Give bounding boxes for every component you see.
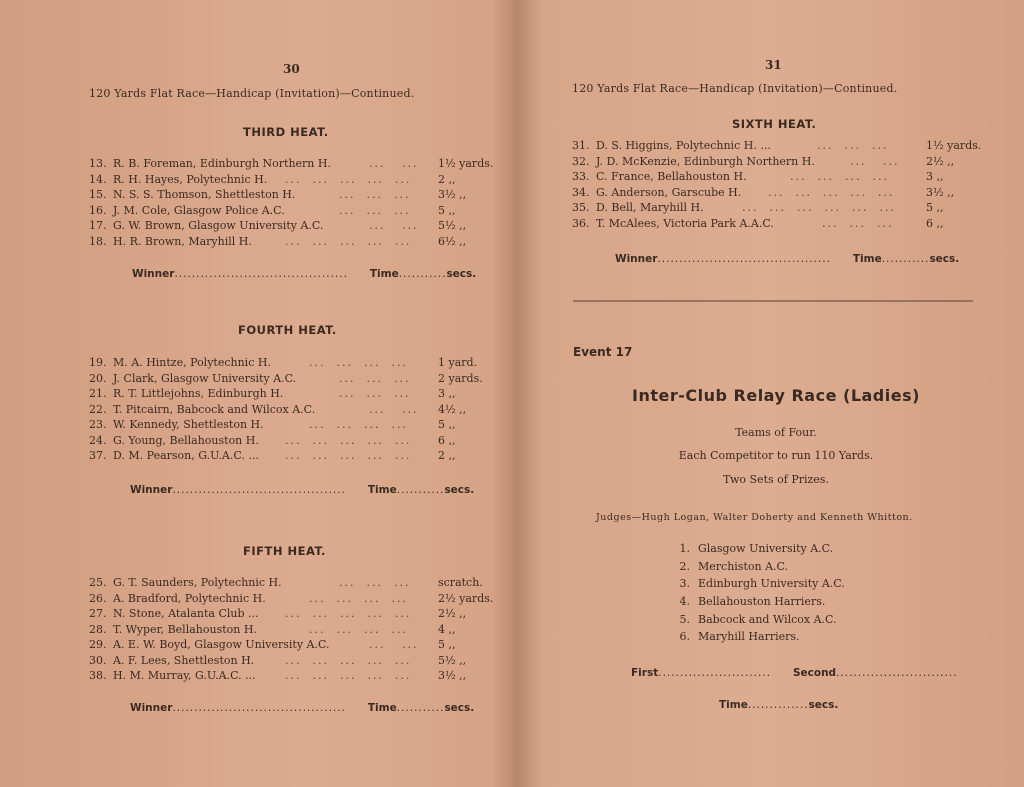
- entry-name: H. R. Brown, Maryhill H.: [113, 234, 252, 248]
- club-item: [668, 540, 928, 558]
- entry-row: 21. R. T. Littlejohns, Edinburgh H. ... ... ... 3 ,,: [89, 387, 456, 400]
- page-number: 31: [765, 58, 782, 72]
- entry-handicap: 3 ,,: [926, 170, 944, 183]
- entry-name: J. Clark, Glasgow University A.C.: [113, 371, 297, 385]
- winner-label: Winner: [132, 268, 175, 280]
- entry-number: 33.: [572, 170, 590, 183]
- entry-name: R. H. Hayes, Polytechnic H.: [113, 172, 268, 186]
- entry-row: 22. T. Pitcairn, Babcock and Wilcox A.C. ... ... 4½ ,,: [89, 402, 467, 416]
- heat-entry-list: [572, 138, 1012, 231]
- page-31: [528, 0, 1024, 787]
- entry-handicap: 2 yards.: [438, 371, 483, 385]
- entry-row: 31. D. S. Higgins, Polytechnic H. ... ... ... ... 1½ yards.: [572, 139, 982, 152]
- club-name: Maryhill Harriers.: [698, 630, 800, 644]
- entry-name: W. Kennedy, Shettleston H.: [113, 418, 264, 431]
- entry-handicap: 3½ ,,: [438, 188, 467, 201]
- entry-handicap: scratch.: [438, 576, 483, 589]
- entry-row: 35. D. Bell, Maryhill H. ... ... ... ... ... ... 5 ,,: [572, 201, 944, 214]
- entry-handicap: 1½ yards.: [438, 157, 494, 170]
- secs-label: secs.: [446, 268, 477, 280]
- club-item: [668, 558, 928, 576]
- entry-number: 28.: [89, 622, 107, 636]
- entry-handicap: 6 ,,: [438, 433, 456, 447]
- entry-number: 21.: [89, 387, 107, 400]
- heat-title: SIXTH HEAT.: [732, 117, 817, 131]
- entry-row: 15. N. S. S. Thomson, Shettleston H. ... ... ... 3½ ,,: [89, 188, 467, 201]
- club-name: Bellahouston Harriers.: [698, 595, 826, 609]
- page-number: 30: [283, 62, 300, 76]
- entry-handicap: 3½ ,,: [926, 185, 955, 199]
- entry-name: T. McAlees, Victoria Park A.A.C.: [596, 216, 774, 230]
- entry-name: N. Stone, Atalanta Club ...: [113, 607, 259, 620]
- entry-row: 24. G. Young, Bellahouston H. ... ... ... ... ... 6 ,,: [89, 433, 456, 447]
- entry-row: 28. T. Wyper, Bellahouston H. ... ... ... ... 4 ,,: [89, 622, 456, 636]
- heat-entry-list: [89, 156, 509, 249]
- entry-handicap: 2½ yards.: [438, 591, 494, 605]
- club-name: Edinburgh University A.C.: [698, 577, 845, 591]
- time-label: Time: [719, 699, 748, 711]
- entry-row: 19. M. A. Hintze, Polytechnic H. ... ... ... ... 1 yard.: [89, 356, 478, 369]
- entry-number: 30.: [89, 653, 107, 667]
- club-number: 4.: [679, 595, 690, 609]
- entry-handicap: 6 ,,: [926, 216, 944, 230]
- club-number: 2.: [679, 559, 690, 573]
- club-item: [668, 593, 928, 611]
- event-detail-line: Teams of Four.: [735, 426, 817, 439]
- entry-handicap: 3 ,,: [438, 387, 456, 400]
- entry-name: M. A. Hintze, Polytechnic H.: [113, 356, 271, 369]
- running-head: 120 Yards Flat Race—Handicap (Invitation)—Continued.: [572, 82, 898, 95]
- heat-title: FOURTH HEAT.: [238, 323, 337, 337]
- first-second-line: First.......................... Second............................: [631, 667, 958, 679]
- entry-row: 36. T. McAlees, Victoria Park A.A.C. ... ... ... 6 ,,: [572, 216, 944, 230]
- entry-handicap: 2½ ,,: [438, 607, 467, 620]
- entry-number: 24.: [89, 433, 107, 447]
- entry-row: 25. G. T. Saunders, Polytechnic H. ... ... ... scratch.: [89, 576, 483, 589]
- entry-number: 15.: [89, 188, 107, 201]
- entry-row: 37. D. M. Pearson, G.U.A.C. ... ... ... ... ... ... 2 ,,: [89, 449, 456, 462]
- entry-handicap: 6½ ,,: [438, 234, 467, 248]
- entry-row: 38. H. M. Murray, G.U.A.C. ... ... ... ... ... ... 3½ ,,: [89, 669, 467, 682]
- entry-row: 34. G. Anderson, Garscube H. ... ... ... ... ... 3½ ,,: [572, 185, 955, 199]
- club-name: Merchiston A.C.: [698, 559, 789, 573]
- entry-number: 22.: [89, 402, 107, 416]
- club-name: Babcock and Wilcox A.C.: [698, 612, 837, 626]
- entry-handicap: 5½ ,,: [438, 653, 467, 667]
- winner-label: Winner: [130, 702, 173, 714]
- entry-number: 19.: [89, 356, 107, 369]
- entry-name: A. Bradford, Polytechnic H.: [113, 591, 266, 605]
- entry-name: D. M. Pearson, G.U.A.C. ...: [113, 449, 259, 462]
- time-label: Time: [367, 484, 397, 496]
- entry-number: 37.: [89, 449, 107, 462]
- entry-name: G. Anderson, Garscube H.: [596, 185, 742, 199]
- entry-row: 23. W. Kennedy, Shettleston H. ... ... ... ... 5 ,,: [89, 418, 456, 431]
- club-list: [668, 540, 928, 646]
- event-detail-line: Each Competitor to run 110 Yards.: [678, 449, 874, 462]
- secs-label: secs.: [929, 253, 960, 265]
- entry-handicap: 5½ ,,: [438, 219, 467, 232]
- entry-name: G. T. Saunders, Polytechnic H.: [113, 576, 282, 589]
- heat-title: THIRD HEAT.: [243, 125, 329, 139]
- entry-handicap: 5 ,,: [438, 418, 456, 431]
- entry-row: 33. C. France, Bellahouston H. ... ... ... ... 3 ,,: [572, 170, 944, 183]
- winner-time-line: Winner........................................ Time...........secs.: [615, 253, 960, 265]
- entry-name: A. E. W. Boyd, Glasgow University A.C.: [113, 638, 330, 651]
- winner-time-line: Winner........................................ Time...........secs.: [130, 702, 475, 714]
- entry-name: J. D. McKenzie, Edinburgh Northern H.: [596, 154, 815, 168]
- club-name: Glasgow University A.C.: [698, 542, 834, 555]
- winner-time-line: Winner........................................ Time...........secs.: [130, 484, 475, 496]
- winner-time-line: Winner........................................ Time...........secs.: [132, 268, 477, 280]
- entry-handicap: 3½ ,,: [438, 669, 467, 682]
- entry-number: 13.: [89, 157, 107, 170]
- time-label: Time: [369, 268, 399, 280]
- judges-line: Judges—Hugh Logan, Walter Doherty and Kenneth Whitton.: [596, 512, 913, 523]
- entry-number: 31.: [572, 139, 590, 152]
- entry-row: 26. A. Bradford, Polytechnic H. ... ... ... ... 2½ yards.: [89, 591, 494, 605]
- entry-number: 27.: [89, 607, 107, 620]
- entry-handicap: 1 yard.: [438, 356, 478, 369]
- entry-name: G. Young, Bellahouston H.: [113, 433, 259, 447]
- entry-handicap: 4 ,,: [438, 622, 456, 636]
- entry-name: H. M. Murray, G.U.A.C. ...: [113, 669, 256, 682]
- heat-title: FIFTH HEAT.: [243, 544, 326, 558]
- entry-handicap: 4½ ,,: [438, 402, 467, 416]
- entry-name: R. B. Foreman, Edinburgh Northern H.: [113, 157, 331, 170]
- time-label: Time: [852, 253, 882, 265]
- entry-handicap: 5 ,,: [926, 201, 944, 214]
- entry-handicap: 1½ yards.: [926, 139, 982, 152]
- heat-entry-list: [89, 355, 509, 464]
- winner-label: Winner: [130, 484, 173, 496]
- entry-row: 13. R. B. Foreman, Edinburgh Northern H. ... ... 1½ yards.: [89, 157, 494, 170]
- entry-name: A. F. Lees, Shettleston H.: [113, 653, 255, 667]
- event-detail-line: Two Sets of Prizes.: [723, 473, 829, 486]
- entry-handicap: 2½ ,,: [926, 154, 955, 168]
- club-number: 6.: [679, 630, 690, 644]
- entry-row: 14. R. H. Hayes, Polytechnic H. ... ... ... ... ... 2 ,,: [89, 172, 456, 186]
- entry-handicap: 2 ,,: [438, 172, 456, 186]
- entry-name: T. Wyper, Bellahouston H.: [113, 622, 257, 636]
- entry-handicap: 5 ,,: [438, 638, 456, 651]
- entry-number: 20.: [89, 371, 107, 385]
- entry-row: 18. H. R. Brown, Maryhill H. ... ... ... ... ... 6½ ,,: [89, 234, 467, 248]
- secs-label: secs.: [808, 699, 839, 711]
- entry-name: N. S. S. Thomson, Shettleston H.: [113, 188, 296, 201]
- entry-row: 32. J. D. McKenzie, Edinburgh Northern H. ... ... 2½ ,,: [572, 154, 955, 168]
- entry-name: G. W. Brown, Glasgow University A.C.: [113, 219, 324, 232]
- entry-number: 26.: [89, 591, 107, 605]
- entry-row: 30. A. F. Lees, Shettleston H. ... ... ... ... ... 5½ ,,: [89, 653, 467, 667]
- entry-row: 27. N. Stone, Atalanta Club ... ... ... ... ... ... 2½ ,,: [89, 607, 467, 620]
- entry-name: C. France, Bellahouston H.: [596, 170, 747, 183]
- time-label: Time: [367, 702, 397, 714]
- entry-number: 29.: [89, 638, 107, 651]
- entry-name: D. Bell, Maryhill H.: [596, 201, 704, 214]
- club-item: [668, 628, 928, 646]
- entry-name: D. S. Higgins, Polytechnic H. ...: [596, 139, 771, 152]
- club-number: 5.: [679, 612, 690, 626]
- entry-name: R. T. Littlejohns, Edinburgh H.: [113, 387, 284, 400]
- entry-name: T. Pitcairn, Babcock and Wilcox A.C.: [113, 402, 316, 416]
- first-label: First: [631, 667, 659, 679]
- entry-number: 14.: [89, 172, 107, 186]
- entry-number: 25.: [89, 576, 107, 589]
- entry-number: 35.: [572, 201, 590, 214]
- second-label: Second: [792, 667, 837, 679]
- secs-label: secs.: [444, 484, 475, 496]
- entry-handicap: 2 ,,: [438, 449, 456, 462]
- club-number: 3.: [679, 577, 690, 591]
- entry-number: 36.: [572, 216, 590, 230]
- entry-handicap: 5 ,,: [438, 203, 456, 217]
- entry-row: 17. G. W. Brown, Glasgow University A.C. ... ... 5½ ,,: [89, 219, 467, 232]
- club-number: 1.: [679, 542, 690, 555]
- entry-row: 29. A. E. W. Boyd, Glasgow University A.C. ... ... 5 ,,: [89, 638, 456, 651]
- entry-number: 17.: [89, 219, 107, 232]
- entry-row: 20. J. Clark, Glasgow University A.C. ... ... ... 2 yards.: [89, 371, 483, 385]
- relay-time-line: Time..............secs.: [719, 699, 839, 711]
- secs-label: secs.: [444, 702, 475, 714]
- entry-number: 23.: [89, 418, 107, 431]
- section-divider: [573, 300, 973, 302]
- event-number: Event 17: [573, 345, 633, 359]
- entry-number: 18.: [89, 234, 107, 248]
- heat-entry-list: [89, 575, 509, 684]
- entry-number: 16.: [89, 203, 107, 217]
- event-title: Inter-Club Relay Race (Ladies): [632, 386, 920, 405]
- entry-row: 16. J. M. Cole, Glasgow Police A.C. ... ... ... 5 ,,: [89, 203, 456, 217]
- entry-number: 32.: [572, 154, 590, 168]
- club-item: [668, 611, 928, 629]
- entry-number: 38.: [89, 669, 107, 682]
- entry-name: J. M. Cole, Glasgow Police A.C.: [113, 203, 285, 217]
- running-head: 120 Yards Flat Race—Handicap (Invitation)—Continued.: [89, 87, 415, 100]
- winner-label: Winner: [615, 253, 658, 265]
- entry-number: 34.: [572, 185, 590, 199]
- club-item: [668, 575, 928, 593]
